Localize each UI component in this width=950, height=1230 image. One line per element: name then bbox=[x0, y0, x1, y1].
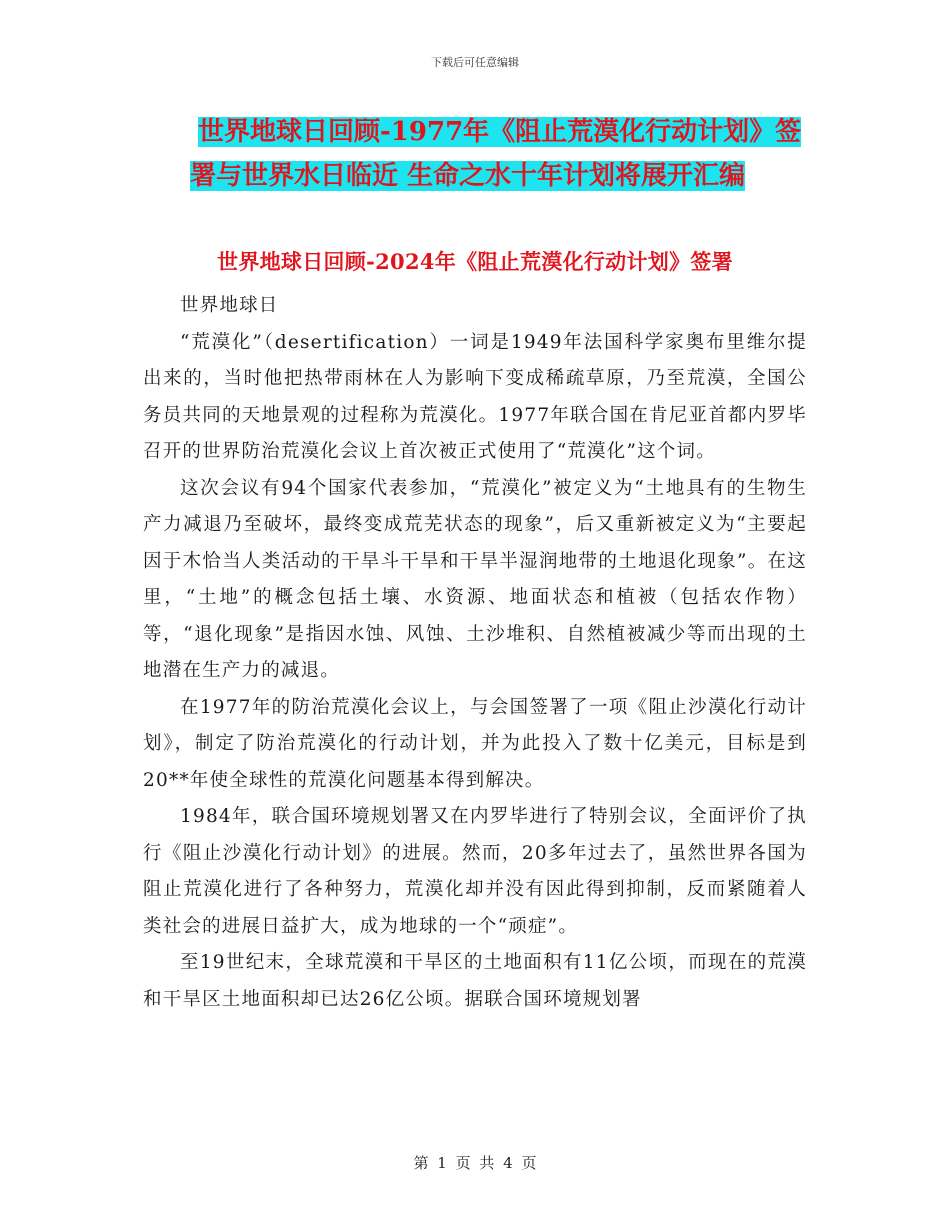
body-text bbox=[143, 288, 807, 1018]
paragraph: 在1977年的防治荒漠化会议上，与会国签署了一项《阻止沙漠化行动计划》，制定了防治荒漠化的行动计划，并为此投入了数十亿美元，目标是到20**年使全球性的荒漠化问题基本得到解决。 bbox=[143, 696, 807, 791]
title-line-1: 世界地球日回顾-1977年《阻止荒漠化行动计划》签 bbox=[198, 117, 802, 147]
paragraph: “荒漠化”（desertification）一词是1949年法国科学家奥布里维尔提出来的，当时他把热带雨林在人为影响下变成稀疏草原，乃至荒漠，全国公务员共同的天地景观的过程称为荒漠化。1977年联合国在肯尼亚首都内罗毕召开的世界防治荒漠化会议上首次被正式使用了“荒漠化”这个词。 bbox=[143, 331, 807, 462]
paragraph: 这次会议有94个国家代表参加，“荒漠化”被定义为“土地具有的生物生产力减退乃至破坏，最终变成荒芜状态的现象”，后又重新被定义为“主要起因于木恰当人类活动的干旱斗干旱和干旱半湿润地带的土地退化现象”。在这里，“土地”的概念包括土壤、水资源、地面状态和植被（包括农作物）等，“退化现象”是指因水蚀、风蚀、土沙堆积、自然植被减少等而出现的土地潜在生产力的减退。 bbox=[143, 477, 807, 681]
paragraph: 至19世纪末，全球荒漠和干旱区的土地面积有11亿公顷，而现在的荒漠和干旱区土地面积却已达26亿公顷。据联合国环境规划署 bbox=[143, 952, 807, 1010]
section-subtitle: 世界地球日回顾-2024年《阻止荒漠化行动计划》签署 bbox=[217, 249, 733, 274]
paragraph: 世界地球日 bbox=[180, 295, 279, 316]
page-footer: 第 1 页 共 4 页 bbox=[413, 1154, 537, 1172]
paragraph: 1984年，联合国环境规划署又在内罗毕进行了特别会议，全面评价了执行《阻止沙漠化行动计划》的进展。然而，20多年过去了，虽然世界各国为阻止荒漠化进行了各种努力，荒漠化却并没有因此得到抑制，反而紧随着人类社会的进展日益扩大，成为地球的一个“顽症”。 bbox=[143, 806, 807, 937]
title-line-2: 署与世界水日临近 生命之水十年计划将展开汇编 bbox=[190, 161, 746, 191]
header-note: 下载后可任意编辑 bbox=[431, 56, 519, 69]
document-title bbox=[190, 110, 810, 198]
